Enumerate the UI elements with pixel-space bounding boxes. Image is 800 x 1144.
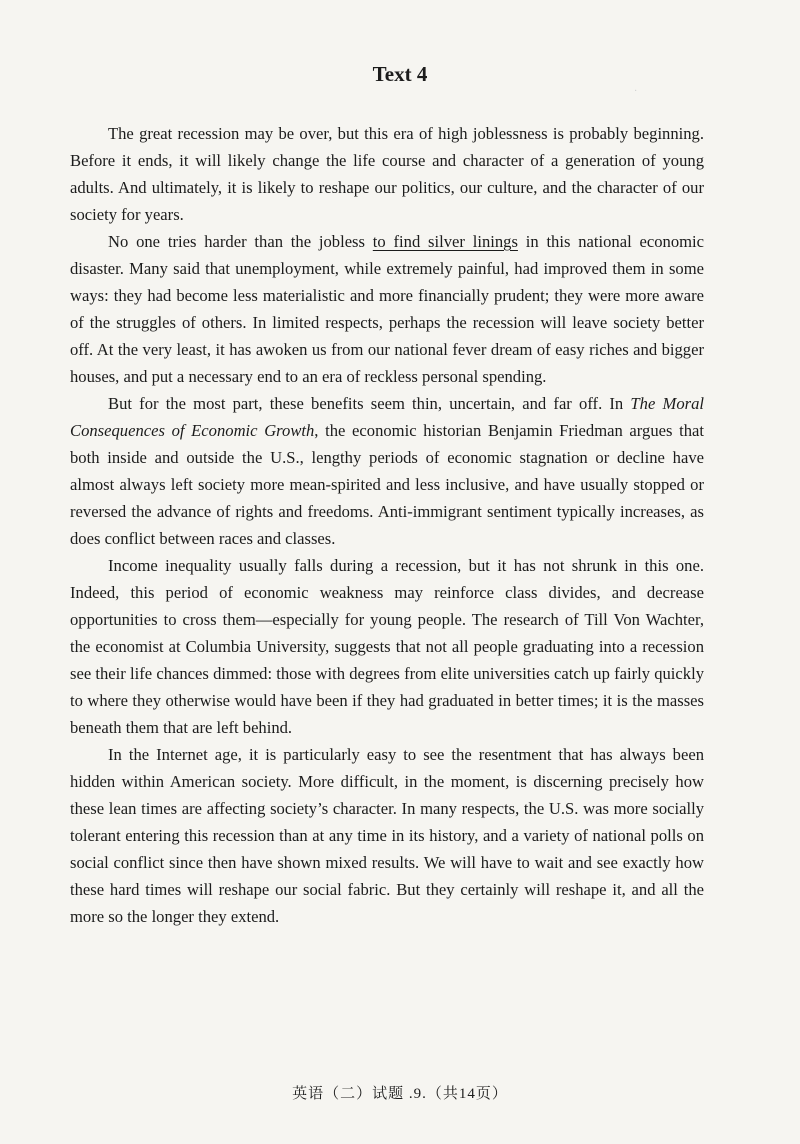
paragraph-3-text-end: , the economic historian Benjamin Friedman argues that both inside and outside the U.S., lengthy periods of economic stagnation or decline have almost always left society more mean-spirited and less inclusive, and have usually stopped or reversed the advance of rights and freedoms. Anti-immigrant sentiment typically increases, as does conflict between races and classes.	[70, 421, 704, 548]
paragraph-5-text: In the Internet age, it is particularly easy to see the resentment that has always been hidden within American society. More difficult, in the moment, is discerning precisely how these lean times are affecting society’s character. In many respects, the U.S. was more socially tolerant entering this recession than at any time in its history, and a variety of national polls on social conflict since then have shown mixed results. We will have to wait and see exactly how these hard times will reshape our social fabric. But they certainly will reshape it, and all the more so the longer they extend.	[70, 745, 704, 926]
paragraph-3	[70, 390, 704, 552]
page-footer: 英语（二）试题 .9.（共14页）	[292, 1086, 508, 1102]
paragraph-5	[70, 741, 704, 930]
paragraph-1	[70, 120, 704, 228]
passage-title: Text 4	[372, 62, 428, 86]
paragraph-2	[70, 228, 704, 390]
underlined-phrase: to find silver linings	[372, 232, 518, 251]
paragraph-2-text-start: No one tries harder than the jobless	[108, 232, 373, 251]
scan-speck: ·	[634, 86, 638, 97]
paragraph-4	[70, 552, 704, 741]
paragraph-3-text-start: But for the most part, these benefits seem thin, uncertain, and far off. In	[108, 394, 631, 413]
paragraph-1-text: The great recession may be over, but this era of high joblessness is probably beginning. Before it ends, it will likely change the life course and character of a generation of young adults. And ultimately, it is likely to reshape our politics, our culture, and the character of our society for years.	[70, 124, 704, 224]
paragraph-4-text: Income inequality usually falls during a recession, but it has not shrunk in this one. Indeed, this period of economic weakness may reinforce class divides, and decrease opportunities to cross them—especially for young people. The research of Till Von Wachter, the economist at Columbia University, suggests that not all people graduating into a recession see their life chances dimmed: those with degrees from elite universities catch up fairly quickly to where they otherwise would have been if they had graduated in better times; it is the masses beneath them that are left behind.	[70, 556, 704, 737]
book-title: The Moral Consequences of Economic Growth	[70, 394, 704, 440]
paragraph-2-text-end: in this national economic disaster. Many said that unemployment, while extremely painful, had improved them in some ways: they had become less materialistic and more financially prudent; they were more aware of the struggles of others. In limited respects, perhaps the recession will leave society better off. At the very least, it has awoken us from our national fever dream of easy riches and bigger houses, and put a necessary end to an era of reckless personal spending.	[70, 232, 704, 386]
passage-body	[70, 120, 704, 930]
